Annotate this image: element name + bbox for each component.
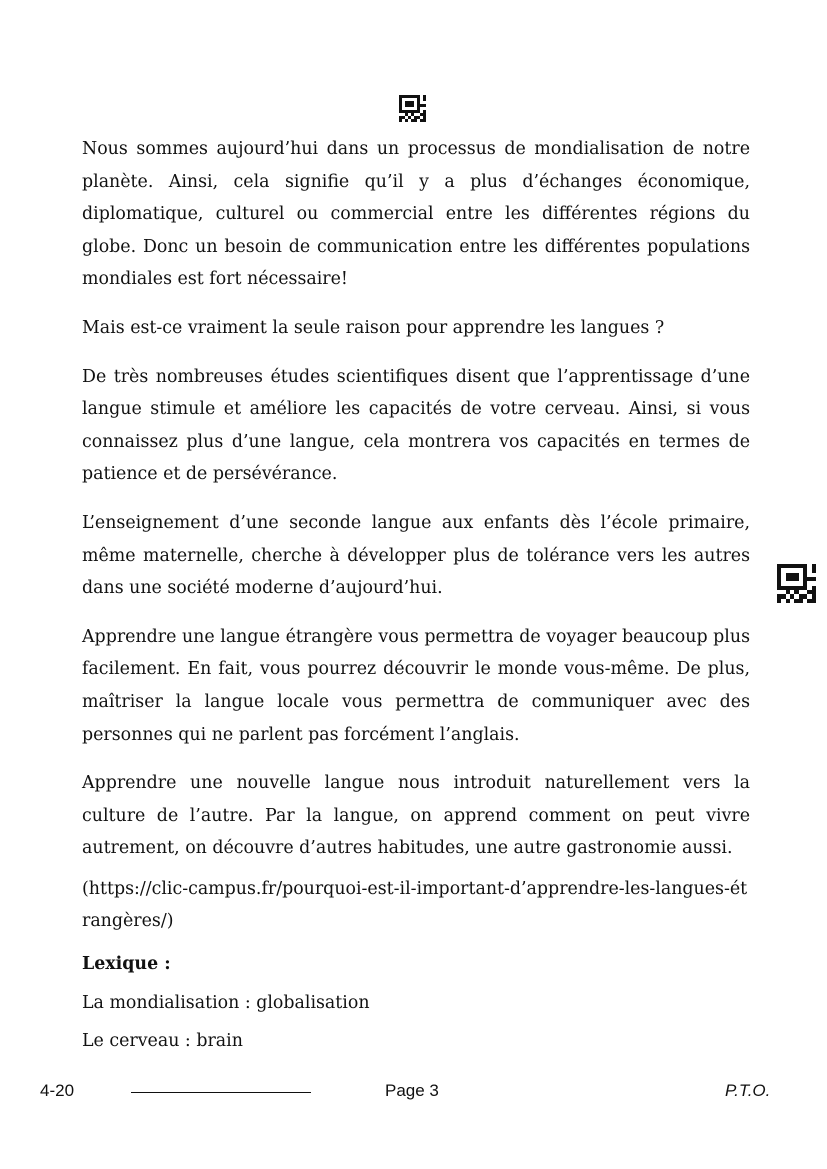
qr-module (423, 119, 426, 122)
lexique-item: La mondialisation : globalisation (82, 992, 370, 1013)
lexique-title: Lexique : (82, 954, 171, 975)
paragraph-mondialisation: Nous sommes aujourd’hui dans un processus de mondialisation de notre planète. Ainsi, cela signifie qu’il y a plus d’échanges économique, diplomatique, culturel ou commercial entre les différentes régions du globe. Donc un besoin de communication entre les différentes populations mondiales est fort nécessaire! (82, 139, 750, 290)
paragraph-culture: Apprendre une nouvelle langue nous introduit naturellement vers la culture de l’autre. Par la langue, on apprend comment on peut vivre autrement, on découvre d’autres habitudes, une autre gastronomie aussi. (82, 773, 750, 859)
qr-code-icon (399, 95, 426, 122)
paragraph-enseignement: L’enseignement d’une seconde langue aux enfants dès l’école primaire, même maternelle, cherche à développer plus de tolérance vers les autres dans une société moderne d’aujourd’hui. (82, 512, 750, 599)
source-url: (https://clic-campus.fr/pourquoi-est-il-important-d’apprendre-les-langues-étrangères/) (82, 878, 748, 932)
page-footer (0, 1078, 827, 1108)
footer-rule (131, 1092, 311, 1093)
pto-label: P.T.O. (725, 1081, 771, 1100)
page-number: Page 3 (385, 1081, 439, 1100)
qr-code-icon (777, 564, 816, 603)
paragraph-voyager: Apprendre une langue étrangère vous permettra de voyager beaucoup plus facilement. En fait, vous pourrez découvrir le monde vous-même. De plus, maîtriser la langue locale vous permettra de communiquer avec des personnes qui ne parlent pas forcément l’anglais. (82, 626, 750, 745)
qr-module (812, 599, 816, 603)
document-body (82, 133, 750, 1064)
paragraph-etudes: De très nombreuses études scientifiques disent que l’apprentissage d’une langue stimule et améliore les capacités de votre cerveau. Ainsi, si vous connaissez plus d’une langue, cela montrera vos capacités en termes de patience et de persévérance. (82, 366, 750, 485)
paragraph-question: Mais est-ce vraiment la seule raison pour apprendre les langues ? (82, 317, 665, 338)
lexique-item: Le cerveau : brain (82, 1031, 243, 1052)
paper-code: 4-20 (40, 1081, 75, 1100)
